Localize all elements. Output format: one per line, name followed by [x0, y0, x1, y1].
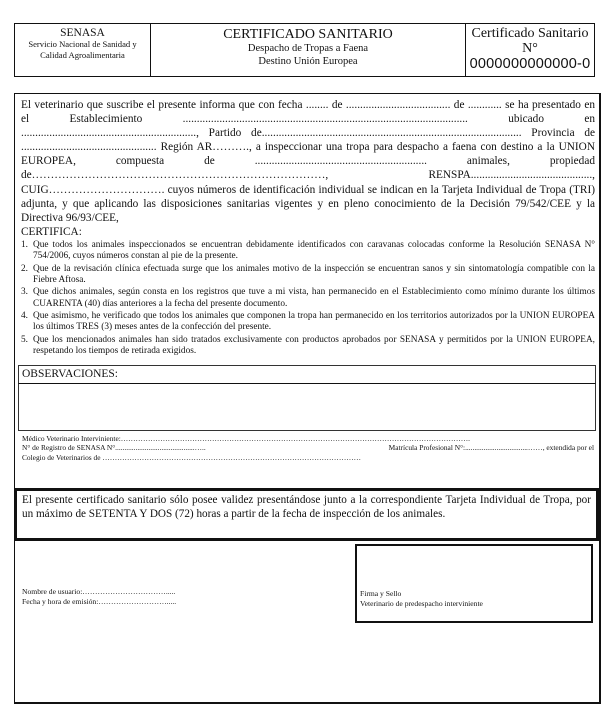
- certificate-number-cell: [466, 24, 594, 76]
- certification-item: 4. Que asimismo, he verificado que todos los animales que componen la tropa han permanecido en los territorios autorizados por la UNION EUROPEA los últimos TRES (3) meses antes de la confección del presente.: [21, 311, 595, 333]
- certification-list: [21, 240, 595, 357]
- issuer-full-name-line1: Servicio Nacional de Sanidad y: [28, 39, 137, 49]
- validity-notice: El presente certificado sanitario sólo posee validez presentándose junto a la correspondiente Tarjeta Individual de Tropa, por un máximo de SETENTA Y DOS (72) horas a partir de la fecha de inspección de los animales.: [14, 488, 599, 541]
- signature-label: Firma y Sello: [360, 589, 402, 598]
- certifica-label: CERTIFICA:: [21, 225, 82, 238]
- certificate-label: Certificado Sanitario: [471, 26, 589, 41]
- document-subtitle: Despacho de Tropas a Faena: [247, 43, 369, 54]
- veterinarian-name-line: Médico Veterinario Interviniente:…………………………………………………………………………………………………………………………….: [22, 434, 470, 443]
- intro-paragraph: El veterinario que suscribe el presente informa que con fecha ........ de ..................................... de ............ se ha presentado en el Establecimiento ..................................................................................................... ubicado en .............................................................., Partido de............................................................................................ Provincia de ................................................ Región AR………., a inspeccionar una tropa para despacho a faena con destino a la UNION EUROPEA, compuesta de ............................................................. animales, propiedad de……………………………………………………………………, RENSPA..........................................., CUIG…………………………. cuyos números de identificación individual se indican en la Tarjeta Individual de Tropa (TRI) adjunta, y que aplicando las disposiciones sanitarias vigentes y en pleno conocimiento de la Decisión 79/542/CEE y la Directiva 96/93/CEE,: [21, 99, 595, 224]
- certification-item: 1. Que todos los animales inspeccionados se encuentran debidamente identificados con caravanas colocadas conforme la Resolución SENASA N° 754/2006, cuyos números constan al pie de la presente.: [21, 239, 595, 262]
- certificate-statement: [21, 98, 595, 358]
- document-title: CERTIFICADO SANITARIO: [223, 27, 393, 42]
- certification-item: 2. Que de la revisación clínica efectuada surge que los animales motivo de la inspección se encuentran sanos y sin sintomatología compatible con la Fiebre Aftosa.: [21, 263, 595, 285]
- issuer-cell: [15, 24, 151, 76]
- issuance-info: [22, 587, 176, 607]
- senasa-registration: N° de Registro de SENASA N°...........................................…..: [22, 443, 206, 453]
- veterinarian-info: [22, 434, 594, 462]
- certification-item: 5. Que los mencionados animales han sido tratados exclusivamente con productos aprobados por SENASA y permitidos por la UNION EUROPEA, respetando los tiempos de retirada exigidos.: [21, 334, 595, 356]
- professional-license: Matrícula Profesional N°:..................................……, extendida por el: [388, 443, 594, 453]
- issue-datetime-line: Fecha y hora de emisión:……………………….....: [22, 597, 177, 606]
- document-destination: Destino Unión Europea: [258, 56, 358, 67]
- certificate-number-label: N°: [522, 41, 538, 56]
- issuer-name: SENASA: [60, 27, 105, 39]
- username-line: Nombre de usuario:…………………………….....: [22, 587, 176, 596]
- signature-caption: [360, 589, 483, 609]
- observations-header: OBSERVACIONES:: [18, 365, 596, 384]
- observations-field[interactable]: [18, 383, 596, 431]
- certification-item: 3. Que dichos animales, según consta en los registros que tuve a mi vista, han permanecido en el Establecimiento como mínimo durante los últimos CUARENTA (40) días anteriores a la fecha del presente documento.: [21, 287, 595, 309]
- certificate-body-frame: [14, 93, 601, 704]
- veterinary-college-line: Colegio de Veterinarios de ……………………………………………………………………………………………: [22, 452, 361, 462]
- registration-line: [22, 443, 594, 452]
- signature-role: Veterinario de predespacho interviniente: [360, 599, 483, 608]
- title-cell: [151, 24, 466, 76]
- issuer-full-name-line2: Calidad Agroalimentaria: [40, 49, 125, 60]
- signature-box[interactable]: [355, 544, 593, 623]
- certificate-header: [14, 23, 595, 77]
- certificate-number: 0000000000000-0: [469, 56, 591, 72]
